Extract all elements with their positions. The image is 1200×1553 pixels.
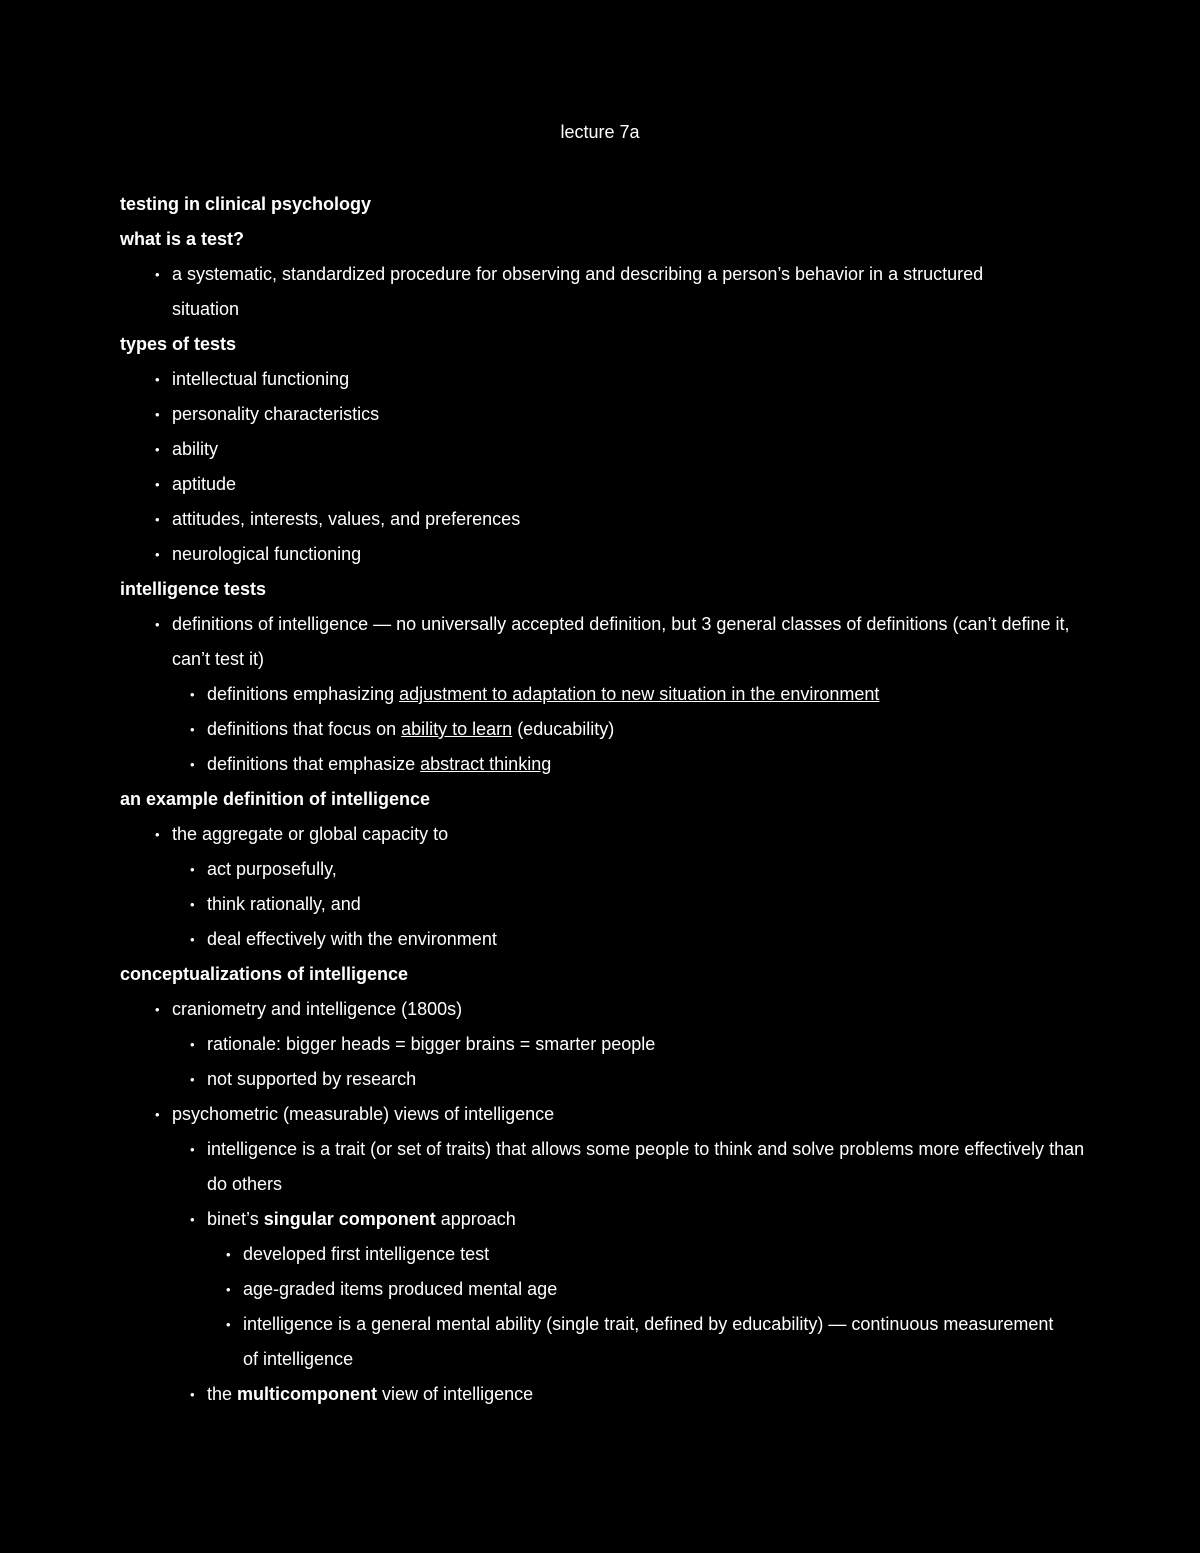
section-heading-conceptualizations: conceptualizations of intelligence (120, 964, 409, 984)
list-item: • act purposefully, (207, 852, 1090, 887)
types-list (120, 362, 1090, 572)
list-item: • attitudes, interests, values, and preferences (172, 502, 1090, 537)
list-item: • deal effectively with the environment (207, 922, 1090, 957)
item-text: view of intelligence (377, 1384, 534, 1404)
bold-term: singular component (263, 1209, 436, 1229)
section-heading-example-definition: an example definition of intelligence (120, 789, 431, 809)
list-item: • developed first intelligence test (243, 1237, 1090, 1272)
list-item: • age-graded items produced mental age (243, 1272, 1090, 1307)
section-heading-types: types of tests (120, 334, 237, 354)
list-item: • a systematic, standardized procedure for observing and describing a person’s behavior in a structured situation (172, 257, 1032, 327)
list-item (207, 1202, 1090, 1237)
underlined-term: ability to learn (401, 719, 513, 739)
list-item: • aptitude (172, 467, 1090, 502)
document-body (120, 187, 1090, 1412)
list-item (207, 1377, 1090, 1412)
list-item: • not supported by research (207, 1062, 1090, 1097)
conceptualizations-list (120, 992, 1090, 1412)
list-item: • personality characteristics (172, 397, 1090, 432)
list-item (207, 712, 1090, 747)
list-item: • intelligence is a general mental ability (single trait, defined by educability) — continuous measurement of intelligence (243, 1307, 1063, 1377)
item-text: (educability) (512, 719, 615, 739)
list-item: • neurological functioning (172, 537, 1090, 572)
page-title: lecture 7a (560, 122, 640, 142)
list-item: • psychometric (measurable) views of intelligence (172, 1097, 1090, 1132)
bold-term: multicomponent (237, 1384, 378, 1404)
list-item: • intellectual functioning (172, 362, 1090, 397)
intelligence-tests-list (120, 607, 1090, 782)
list-item (207, 747, 1090, 782)
item-text: definitions emphasizing (207, 684, 400, 704)
item-text: definitions that emphasize (207, 754, 421, 774)
underlined-term: abstract thinking (420, 754, 552, 774)
section-heading-intelligence-tests: intelligence tests (120, 579, 267, 599)
item-text: approach (435, 1209, 516, 1229)
example-definition-list (120, 817, 1090, 957)
underlined-term: adjustment to adaptation to new situation in the environment (399, 684, 880, 704)
section-heading-what-is-test: what is a test? (120, 229, 245, 249)
item-text: the (207, 1384, 238, 1404)
test-definition-list (120, 257, 1090, 327)
list-item: • rationale: bigger heads = bigger brains = smarter people (207, 1027, 1090, 1062)
list-item: • craniometry and intelligence (1800s) (172, 992, 1090, 1027)
item-text: definitions that focus on (207, 719, 402, 739)
list-item: • intelligence is a trait (or set of traits) that allows some people to think and solve problems more effectively than do others (207, 1132, 1087, 1202)
item-text: binet’s (207, 1209, 264, 1229)
list-item: • the aggregate or global capacity to (172, 817, 1090, 852)
list-item: • definitions of intelligence — no universally accepted definition, but 3 general classes of definitions (can’t define it, can’t test it) (172, 607, 1082, 677)
list-item: • ability (172, 432, 1090, 467)
list-item (207, 677, 1090, 712)
section-heading-testing: testing in clinical psychology (120, 194, 372, 214)
list-item: • think rationally, and (207, 887, 1090, 922)
